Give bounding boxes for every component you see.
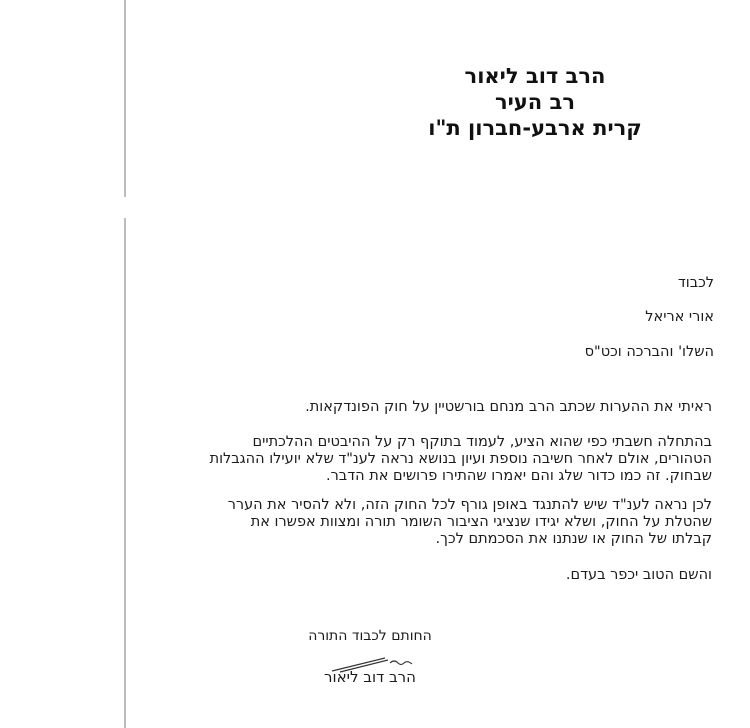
- signature-name: הרב דוב ליאור: [324, 668, 416, 686]
- paragraph1-line: ראיתי את ההערות שכתב הרב מנחם בורשטיין על חוק הפונדקאות.: [305, 399, 712, 415]
- greeting: השלו' והברכה וכט"ס: [584, 344, 714, 360]
- letterhead-title: רב העיר: [494, 90, 575, 114]
- salutation-to: לכבוד: [677, 275, 714, 291]
- paragraph2-line: הטהורים, אולם לאחר חשיבה נוספת ועיון בנושא נראה לענ"ד שלא יועילו ההגבלות: [209, 451, 712, 467]
- paragraph2-line: בהתחלה חשבתי כפי שהוא הציע, לעמוד בתוקף רק על ההיבטים ההלכתיים: [252, 434, 712, 450]
- closing-line: והשם הטוב יכפר בעדם.: [565, 567, 712, 583]
- paragraph3-line: לכן נראה לענ"ד שיש להתנגד באופן גורף לכל החוק הזה, ולא להסיר את הערר: [227, 497, 712, 513]
- letterhead-city: קרית ארבע-חברון ת"ו: [428, 116, 642, 140]
- letterhead-name: הרב דוב ליאור: [464, 64, 606, 88]
- scan-edge-line-bottom: [124, 218, 126, 728]
- paragraph3-line: שהטלת על החוק, ושלא יגידו שנציגי הציבור השומר תורה ומצוות אפשרו את: [250, 514, 712, 530]
- paragraph3-line: קבלתו של החוק או שנתנו את הסכמתם לכך.: [435, 531, 712, 547]
- paragraph2-line: שבחוק. זה כמו כדור שלג והם יאמרו שהתירו פרושים את הדבר.: [326, 468, 712, 484]
- signature-caption: החותם לכבוד התורה: [308, 628, 432, 644]
- scan-edge-line-top: [124, 0, 126, 197]
- recipient-name: אורי אריאל: [645, 309, 714, 325]
